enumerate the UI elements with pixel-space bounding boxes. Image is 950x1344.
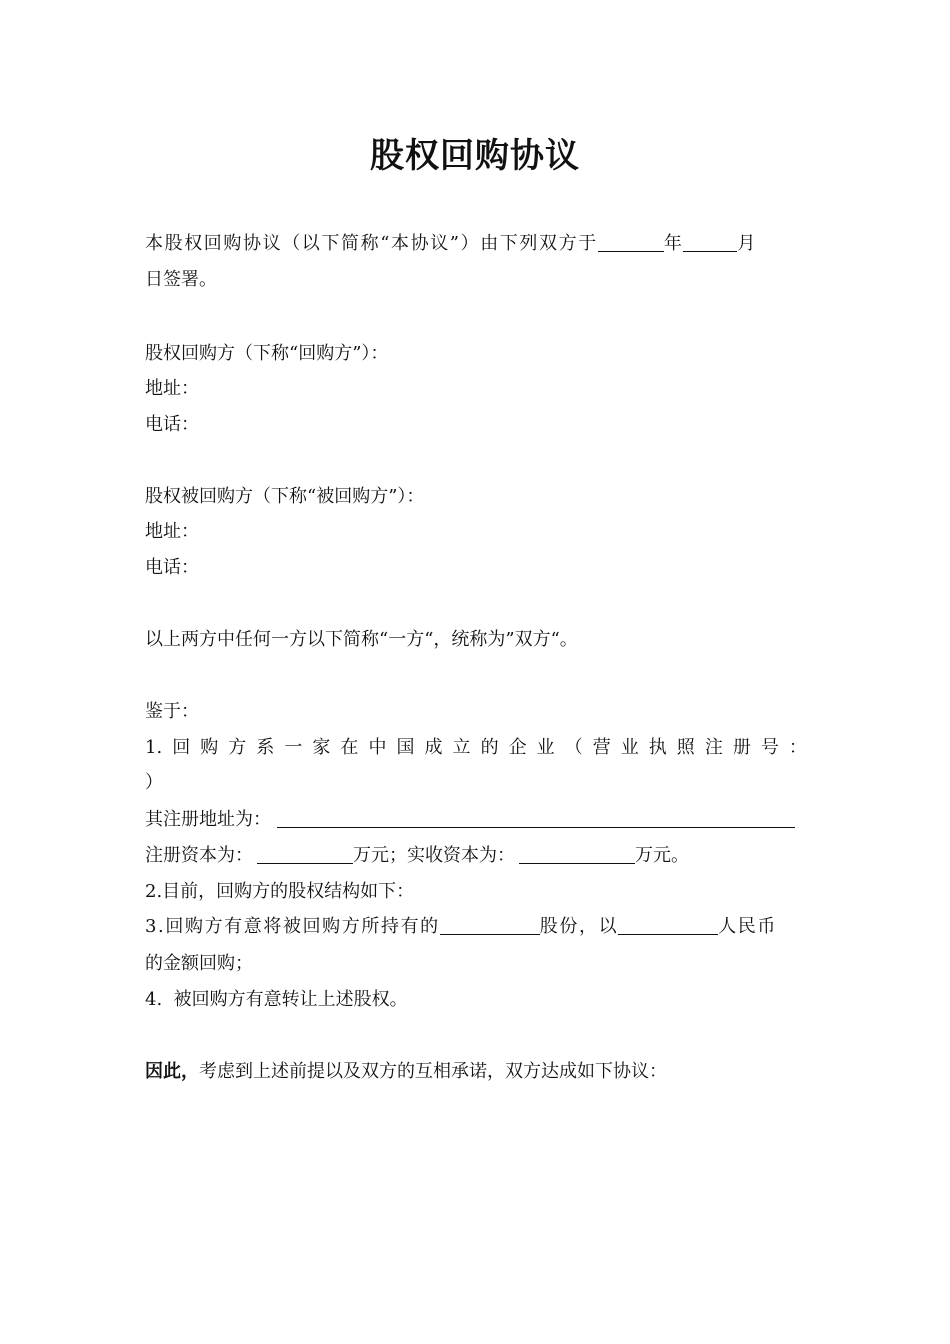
price-blank[interactable]	[618, 916, 718, 935]
seller-heading: 股权被回购方（下称“被回购方”）：	[145, 486, 425, 507]
item1-char: 方	[228, 737, 247, 758]
year-label: 年	[663, 233, 684, 254]
item1-char: 注	[704, 737, 723, 758]
paid-capital-unit: 万元。	[635, 845, 689, 866]
item3-text-a: 3.回购方有意将被回购方所持有的	[145, 916, 440, 937]
therefore-text: 考虑到上述前提以及双方的互相承诺，双方达成如下协议：	[199, 1061, 667, 1082]
seller-phone: 电话：	[145, 557, 199, 578]
whereas-item-1	[145, 736, 807, 760]
item1-char: 册	[732, 737, 751, 758]
parties-note: 以上两方中任何一方以下简称“一方“，统称为”双方“。	[145, 629, 578, 650]
item3-text-c: 人民币	[718, 916, 777, 937]
therefore-line	[145, 1060, 807, 1084]
intro-line-1	[145, 232, 807, 256]
item1-char: 购	[200, 737, 219, 758]
item1-char: 业	[536, 737, 555, 758]
item1-char: 号	[760, 737, 779, 758]
therefore-bold: 因此，	[145, 1061, 199, 1082]
whereas-item-4: 4. 被回购方有意转让上述股权。	[145, 989, 408, 1010]
item1-char: 照	[676, 737, 695, 758]
buyer-address: 地址：	[145, 378, 199, 399]
whereas-item-1-close: ）	[145, 772, 163, 793]
item1-char: 营	[592, 737, 611, 758]
item1-char: （	[564, 737, 583, 758]
item1-char: 1.	[145, 737, 163, 758]
item1-char: 执	[648, 737, 667, 758]
item3-text-b: 股份，以	[539, 916, 619, 937]
item1-char: 一	[284, 737, 303, 758]
registered-address-line	[145, 808, 807, 832]
item1-char: 回	[172, 737, 191, 758]
month-label: 月	[737, 233, 758, 254]
intro-line-2: 日签署。	[145, 269, 217, 290]
item1-char: 立	[452, 737, 471, 758]
item1-char: 企	[508, 737, 527, 758]
item1-char: 系	[256, 737, 275, 758]
whereas-item-3-cont: 的金额回购；	[145, 953, 253, 974]
registered-address-label: 其注册地址为：	[145, 809, 271, 830]
item1-char: 国	[396, 737, 415, 758]
item1-char: 在	[340, 737, 359, 758]
item1-char: 成	[424, 737, 443, 758]
item1-char: ：	[788, 737, 807, 758]
item1-char: 的	[480, 737, 499, 758]
buyer-phone: 电话：	[145, 414, 199, 435]
share-amount-blank[interactable]	[440, 916, 540, 935]
item1-char: 中	[368, 737, 387, 758]
item1-char: 家	[312, 737, 331, 758]
registered-capital-label: 注册资本为：	[145, 845, 253, 866]
item1-char: 业	[620, 737, 639, 758]
registered-capital-blank[interactable]	[257, 845, 353, 864]
registered-capital-line	[145, 844, 807, 868]
paid-capital-blank[interactable]	[519, 845, 635, 864]
intro-text: 本股权回购协议（以下简称“本协议”）由下列双方于	[145, 233, 598, 254]
date-month-blank[interactable]	[683, 233, 737, 252]
seller-address: 地址：	[145, 521, 199, 542]
document-title: 股权回购协议	[370, 136, 580, 176]
whereas-item-3	[145, 915, 807, 939]
date-year-blank[interactable]	[598, 233, 664, 252]
whereas-heading: 鉴于：	[145, 701, 199, 722]
paid-capital-label: 万元；实收资本为：	[353, 845, 515, 866]
whereas-item-2: 2.目前，回购方的股权结构如下：	[145, 881, 415, 902]
buyer-heading: 股权回购方（下称“回购方”）：	[145, 343, 389, 364]
registered-address-blank[interactable]	[277, 809, 795, 828]
